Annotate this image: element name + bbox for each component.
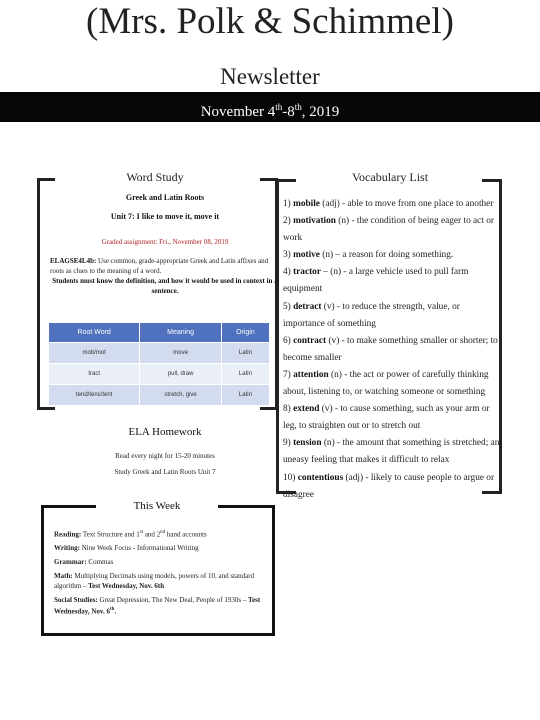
social-studies-text: Great Depression, The New Deal, People of 1930s –	[97, 596, 247, 605]
newsletter-subtitle: Newsletter	[220, 64, 320, 89]
date-sup-1: th	[275, 102, 283, 112]
vocab-definition: (adj) - likely to cause people to argue or disagree	[283, 472, 495, 500]
vocab-number: 2)	[283, 216, 291, 227]
vocab-list	[283, 196, 501, 504]
vocab-word: motivation	[293, 216, 336, 227]
vocab-number: 5)	[283, 301, 291, 312]
table-cell: stretch, give	[140, 385, 222, 406]
reading-sup-1: st	[139, 530, 144, 535]
table-cell: tract	[49, 364, 140, 385]
vocab-definition: (n) - the amount that something is stretched; an uneasy feeling that makes it difficult to relax	[283, 438, 500, 466]
vocab-number: 7)	[283, 369, 291, 380]
table-row	[49, 343, 270, 364]
math-label: Math:	[54, 572, 73, 581]
grammar-label: Grammar:	[54, 558, 87, 567]
reading-label: Reading:	[54, 530, 82, 539]
vocab-item	[283, 470, 501, 504]
date-mid: -8	[282, 104, 295, 120]
vocab-number: 3)	[283, 250, 291, 261]
writing-text: Nine Week Focus - Informational Writing	[79, 544, 199, 553]
vocab-number: 10)	[283, 472, 296, 483]
vocab-word: tension	[293, 438, 322, 449]
vocab-item	[283, 401, 501, 435]
standard-label: ELAGSE4L4b:	[50, 257, 97, 265]
vocab-number: 6)	[283, 335, 291, 346]
vocab-word: tractor	[293, 267, 321, 278]
homework-line-1: Read every night for 15-20 minutes	[115, 452, 215, 460]
standard-bold-text: Students must know the definition, and how it would be used in context in a sentence.	[52, 277, 278, 295]
vocab-item	[283, 264, 501, 298]
social-studies-label: Social Studies:	[54, 596, 98, 605]
vocab-definition: (v) - to reduce the strength, value, or importance of something	[283, 301, 460, 329]
vocab-definition: (v) - to make something smaller or shorter; to become smaller	[283, 335, 498, 363]
vocab-definition: (v) - to cause something, such as your arm or leg, to straighten out or to stretch out	[283, 404, 490, 432]
vocab-number: 4)	[283, 267, 291, 278]
date-prefix: November 4	[200, 104, 276, 120]
date-suffix: , 2019	[301, 104, 340, 120]
homework-line-2: Study Greek and Latin Roots Unit 7	[114, 468, 216, 476]
grammar-text: Commas	[86, 558, 114, 567]
vocab-definition: – (n) - a large vehicle used to pull farm equipment	[283, 267, 469, 295]
social-studies-end: .	[114, 607, 117, 616]
vocab-item	[283, 196, 501, 213]
table-cell: move	[140, 343, 222, 364]
vocab-word: extend	[293, 404, 320, 415]
table-cell: pull, draw	[140, 364, 222, 385]
page-title: (Mrs. Polk & Schimmel)	[86, 1, 454, 42]
table-cell: Latin	[221, 343, 269, 364]
social-studies-test: Test Wednesday, Nov. 6	[54, 596, 261, 616]
vocab-item	[283, 333, 501, 367]
vocab-item	[283, 299, 501, 333]
week-math	[54, 571, 266, 591]
reading-mid: and 2	[143, 530, 161, 539]
table-cell: tend/tens/tent	[49, 385, 140, 406]
word-study-title-1: Greek and Latin Roots	[125, 193, 205, 202]
week-writing	[54, 543, 266, 553]
ela-homework-heading: ELA Homework	[128, 426, 202, 438]
week-social-studies	[54, 595, 266, 616]
vocab-definition: (n) - the act or power of carefully thinking about, listening to, or watching someone or something	[283, 369, 489, 398]
standard-paragraph	[50, 256, 280, 296]
table-header: Root Word	[49, 323, 140, 343]
reading-sup-2: nd	[160, 530, 166, 535]
week-grammar	[54, 557, 266, 567]
vocab-item	[283, 247, 501, 264]
vocab-number: 1)	[283, 199, 291, 209]
graded-assignment: Graded assignment: Fri., November 08, 2019	[101, 238, 229, 246]
writing-label: Writing:	[54, 544, 80, 553]
table-header-row	[49, 323, 270, 343]
math-test: Test Wednesday, Nov. 6th	[86, 582, 165, 591]
vocab-word: motive	[293, 250, 320, 261]
table-cell: Latin	[221, 364, 269, 385]
table-header: Meaning	[140, 323, 222, 343]
word-study-heading: Word Study	[90, 170, 220, 185]
vocab-item	[283, 213, 501, 247]
week-reading	[54, 528, 266, 539]
math-text: Multiplying Decimals using models, powers of 10, and standard algorithm –	[54, 572, 255, 591]
vocab-item	[283, 367, 501, 401]
vocab-item	[283, 435, 501, 469]
this-week-heading: This Week	[96, 500, 218, 512]
table-cell: Latin	[221, 385, 269, 406]
roots-table	[48, 322, 270, 406]
social-studies-sup: th	[110, 607, 115, 613]
vocab-number: 8)	[283, 404, 291, 415]
standard-text: Use common, grade-appropriate Greek and Latin affixes and roots as clues to the meaning of a word.	[50, 257, 269, 275]
this-week-box	[41, 505, 275, 636]
date-banner	[0, 92, 540, 122]
vocab-word: detract	[293, 301, 322, 312]
vocab-heading: Vocabulary List	[320, 170, 460, 185]
table-row	[49, 385, 270, 406]
date-sup-2: th	[294, 102, 302, 112]
word-study-title-2: Unit 7: I like to move it, move it	[110, 212, 220, 221]
reading-post: hand accounts	[165, 530, 207, 539]
reading-pre: Text Structure and 1	[81, 530, 140, 539]
table-cell: mob/mot	[49, 343, 140, 364]
vocab-definition: (n) – a reason for doing something.	[319, 250, 454, 261]
vocab-word: mobile	[293, 199, 320, 209]
vocab-number: 9)	[283, 438, 291, 449]
table-header: Origin	[221, 323, 269, 343]
vocab-word: contentious	[297, 472, 344, 483]
vocab-definition: (n) - the condition of being eager to act or work	[283, 216, 494, 244]
vocab-word: contract	[293, 335, 327, 346]
vocab-definition: (adj) - able to move from one place to another	[319, 199, 494, 209]
table-row	[49, 364, 270, 385]
vocab-word: attention	[293, 369, 329, 380]
